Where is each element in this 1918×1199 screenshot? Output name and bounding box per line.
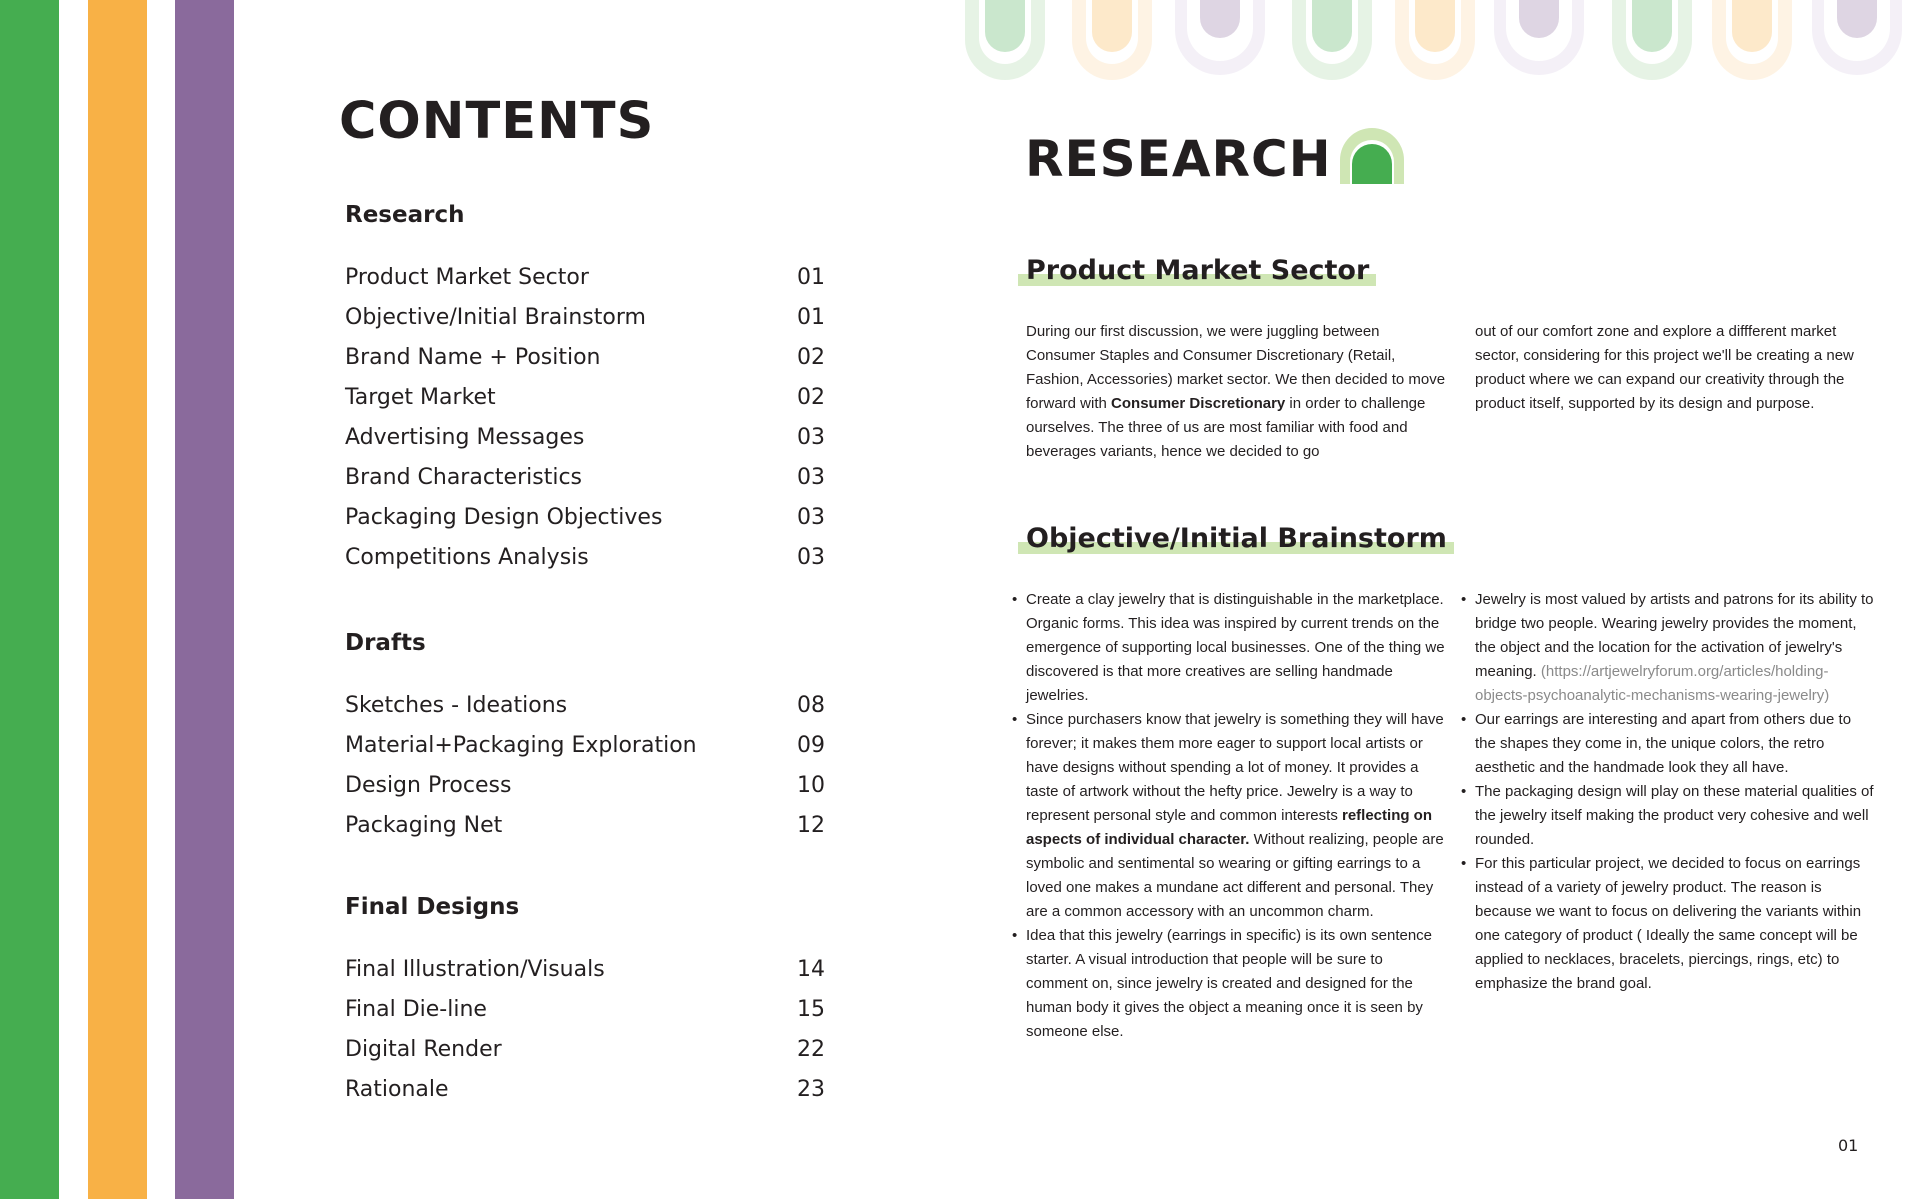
toc-item[interactable] <box>345 298 825 338</box>
pms-column-left <box>1026 320 1446 464</box>
toc-item-page: 12 <box>797 813 825 838</box>
bullet-item: • The packaging design will play on these material qualities of the jewelry itself making the product very cohesive and well rounded. <box>1475 780 1875 852</box>
toc-item-page: 01 <box>797 305 825 330</box>
toc-heading: Research <box>345 202 465 228</box>
arch-pattern-icon <box>960 0 1918 100</box>
toc-section-research <box>345 202 825 578</box>
text-span: During our first discussion, we were juggling between Consumer Staples and Consumer Discretionary (Retail, Fashion, Accessories) market sector. We then decided to move forward with <box>1026 323 1446 412</box>
page-number: 01 <box>1838 1136 1859 1155</box>
toc-item[interactable] <box>345 766 825 806</box>
toc-item[interactable] <box>345 338 825 378</box>
green-stripe <box>0 0 59 1199</box>
toc-item[interactable] <box>345 258 825 298</box>
toc-item-page: 01 <box>797 265 825 290</box>
toc-item-label: Packaging Design Objectives <box>345 505 663 530</box>
toc-item-label: Product Market Sector <box>345 265 589 290</box>
pms-paragraph-right: out of our comfort zone and explore a diffferent market sector, considering for this project we'll be creating a new product where we can expand our creativity through the product itself, supported by its design and purpose. <box>1475 323 1854 412</box>
toc-item-label: Design Process <box>345 773 512 798</box>
toc-item[interactable] <box>345 686 825 726</box>
pms-column-right <box>1475 320 1875 416</box>
pms-heading: Product Market Sector <box>1018 255 1376 286</box>
toc-item-label: Advertising Messages <box>345 425 585 450</box>
toc-item-label: Sketches - Ideations <box>345 693 568 718</box>
toc-item[interactable] <box>345 990 825 1030</box>
toc-item-page: 10 <box>797 773 825 798</box>
toc-item-label: Competitions Analysis <box>345 545 589 570</box>
toc-section-final-designs <box>345 894 825 1110</box>
toc-item[interactable] <box>345 378 825 418</box>
toc-item-label: Final Die-line <box>345 997 487 1022</box>
toc-item[interactable] <box>345 806 825 846</box>
bullet-item: • Create a clay jewelry that is distinguishable in the marketplace. Organic forms. This idea was inspired by current trends on the emergence of supporting local businesses. One of the thing we discovered is that more creatives are selling handmade jewelries. <box>1026 588 1446 708</box>
toc-item-page: 23 <box>797 1077 825 1102</box>
bullet-item: • Idea that this jewelry (earrings in specific) is its own sentence starter. A visual introduction that people will be sure to comment on, since jewelry is created and designed for the human body it gives the object a meaning once it is seen by someone else. <box>1026 924 1446 1044</box>
toc-item[interactable] <box>345 1030 825 1070</box>
text-span: Jewelry is most valued by artists and patrons for its ability to bridge two people. Wearing jewelry provides the moment, the object and the location for the activation of jewelry's meaning. <box>1475 591 1874 680</box>
bullet-item: • Our earrings are interesting and apart from others due to the shapes they come in, the unique colors, the retro aesthetic and the handmade look they all have. <box>1475 708 1875 780</box>
toc-item-label: Packaging Net <box>345 813 503 838</box>
bold-text: reflecting on aspects of individual character. <box>1026 807 1433 848</box>
toc-heading: Drafts <box>345 630 426 656</box>
toc-item-page: 03 <box>797 425 825 450</box>
toc-heading: Final Designs <box>345 894 520 920</box>
toc-item[interactable] <box>345 726 825 766</box>
orange-stripe <box>88 0 147 1199</box>
bullet-item <box>1475 588 1875 708</box>
toc-item-page: 14 <box>797 957 825 982</box>
bullet-item: • For this particular project, we decided to focus on earrings instead of a variety of jewelry product. The reason is because we want to focus on delivering the variants within one category of product ( Ideally the same concept will be applied to necklaces, bracelets, piercings, rings, etc) to emphasize the brand goal. <box>1475 852 1875 996</box>
toc-item[interactable] <box>345 458 825 498</box>
bullet-item <box>1026 708 1446 924</box>
toc-item-page: 02 <box>797 385 825 410</box>
toc-item-page: 03 <box>797 505 825 530</box>
toc-item-page: 02 <box>797 345 825 370</box>
bold-text: Consumer Discretionary <box>1111 395 1286 412</box>
toc-item[interactable] <box>345 498 825 538</box>
toc-item[interactable] <box>345 418 825 458</box>
text-span: Without realizing, people are symbolic and sentimental so wearing or gifting earrings to a loved one makes a mundane act different and personal. They are a common accessory with an uncommon charm. <box>1026 831 1444 920</box>
toc-item[interactable] <box>345 538 825 578</box>
toc-item-label: Objective/Initial Brainstorm <box>345 305 646 330</box>
toc-section-drafts <box>345 630 825 846</box>
purple-stripe <box>175 0 234 1199</box>
toc-item[interactable] <box>345 1070 825 1110</box>
toc-item-label: Brand Characteristics <box>345 465 583 490</box>
source-link[interactable]: (https://artjewelryforum.org/articles/holding-objects-psychoanalytic-mechanisms-wearing-jewelry) <box>1475 663 1830 704</box>
toc-item-page: 03 <box>797 545 825 570</box>
research-title: RESEARCH <box>1025 130 1332 188</box>
toc-item-label: Brand Name + Position <box>345 345 601 370</box>
toc-item-label: Rationale <box>345 1077 449 1102</box>
brainstorm-column-right <box>1475 588 1875 996</box>
toc-item-label: Final Illustration/Visuals <box>345 957 605 982</box>
toc-item-label: Digital Render <box>345 1037 502 1062</box>
toc-item-page: 15 <box>797 997 825 1022</box>
toc-item-page: 08 <box>797 693 825 718</box>
toc-item-label: Material+Packaging Exploration <box>345 733 697 758</box>
toc-item[interactable] <box>345 950 825 990</box>
text-span: in order to challenge ourselves. The three of us are most familiar with food and beverages variants, hence we decided to go <box>1026 395 1426 460</box>
brainstorm-heading: Objective/Initial Brainstorm <box>1018 523 1454 554</box>
green-arch-icon <box>1338 126 1406 186</box>
toc-item-page: 09 <box>797 733 825 758</box>
text-span: Since purchasers know that jewelry is something they will have forever; it makes them more eager to support local artists or have designs without spending a lot of money. It provides a taste of artwork without the hefty price. Jewelry is a way to represent personal style and common interests <box>1026 711 1444 824</box>
pms-paragraph-left <box>1026 320 1446 464</box>
toc-item-label: Target Market <box>345 385 496 410</box>
brainstorm-column-left <box>1026 588 1446 1044</box>
contents-title: CONTENTS <box>339 92 655 151</box>
toc-item-page: 03 <box>797 465 825 490</box>
toc-item-page: 22 <box>797 1037 825 1062</box>
